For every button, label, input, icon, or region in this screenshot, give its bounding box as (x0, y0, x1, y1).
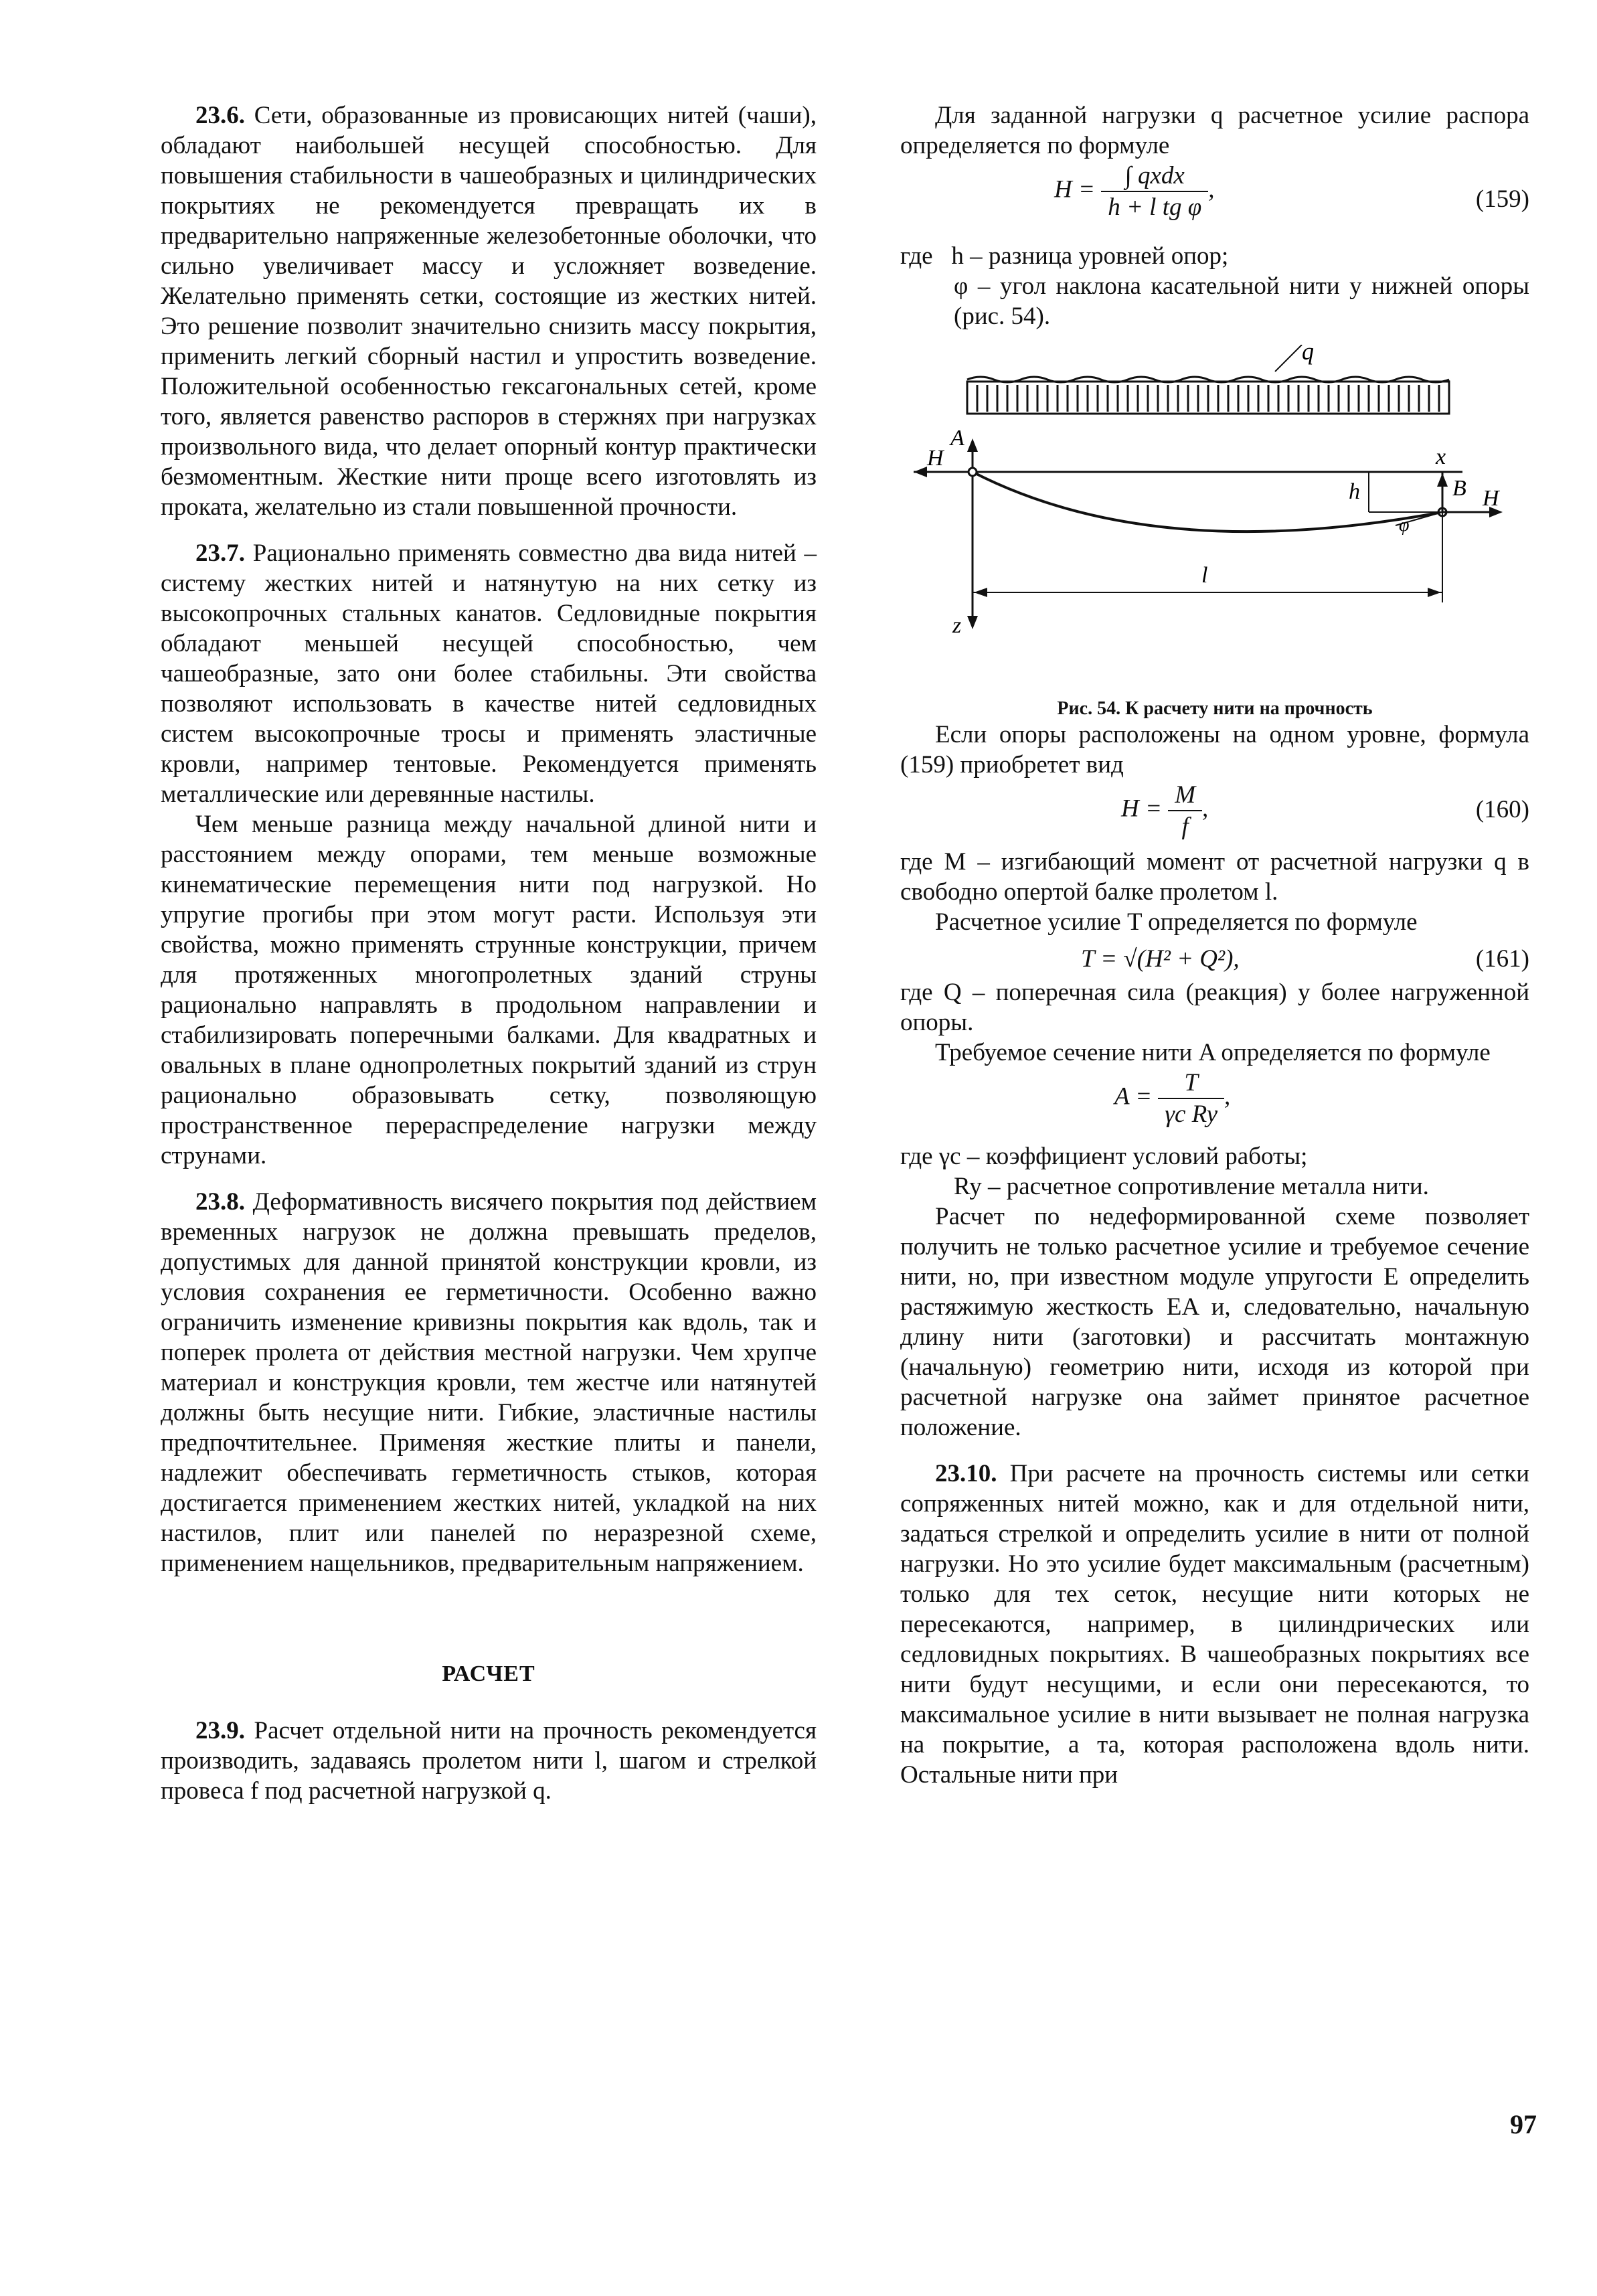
b-arrowhead (1437, 473, 1448, 487)
load-hatching (977, 385, 1439, 412)
equation-number: (161) (1475, 945, 1529, 973)
label-phi: φ (1399, 515, 1410, 536)
right-column (900, 100, 1529, 1790)
paragraph-23-9 (161, 1716, 817, 1806)
paragraph-strings: Чем меньше разница между начальной длиной нити и расстоянием между опорами, тем меньше возможные кинематические перемещения нити под нагрузкой. Но упругие прогибы при этом могут расти. Используя эти свойства, можно применять струнные конструкции, причем для протяженных многопролетных зданий струны рационально направлять в продольном направлении и стабилизировать поперечными балками. Для квадратных и овальных в плане однопролетных покрытий зданий из струн рационально образовывать сетку, позволяющую пространственное перераспределение нагрузки между струнами. (161, 811, 817, 1169)
where-h (900, 241, 1529, 271)
formula-161 (900, 937, 1529, 977)
label-h-left: H (927, 446, 944, 471)
formula-lhs: A = (1114, 1082, 1153, 1111)
section-number: 23.10. (935, 1460, 997, 1487)
formula-numerator: M (1168, 780, 1202, 811)
formula-numerator: ∫ qxdx (1101, 161, 1208, 192)
formula-160: H = $\frac{M}{f}$ , (160) (1121, 781, 1529, 840)
label-a: A (950, 426, 964, 450)
where-q: где Q – поперечная сила (реакция) у более нагруженной опоры. (900, 979, 1529, 1036)
support-a (969, 468, 977, 476)
section-number: 23.8. (195, 1188, 245, 1216)
where-gamma: где γc – коэффициент условий работы; (900, 1143, 1308, 1170)
where-m: где M – изгибающий момент от расчетной нагрузки q в свободно опертой балке пролетом l. (900, 848, 1529, 906)
paragraph-23-10 (900, 1459, 1529, 1790)
paragraph-text: При расчете на прочность системы или сетки сопряженных нитей можно, как и для отдельной нити, задаться стрелкой и определить усилие в нити от полной нагрузки. Но это усилие будет максимальным (расчетным) только для тех сеток, несущие нити которых не пересекаются, например, в цилиндрических или седловидных покрытиях. В чашеобразных покрытиях все нити будут несущими, и если они пересекаются, то максимальное усилие в нити вызывает не полная нагрузка на покрытие, а та, которая расположена вдоль нити. Остальные нити при (900, 1460, 1529, 1789)
formula-numerator: T (1158, 1068, 1224, 1099)
paragraph-text: Расчет отдельной нити на прочность рекомендуется производить, задаваясь пролетом нити l, шагом и стрелкой провеса f под расчетной нагрузкой q. (161, 1717, 817, 1805)
formula-fraction (1158, 1068, 1224, 1129)
section-number: 23.9. (195, 1717, 245, 1744)
where-ry: Ry – расчетное сопротивление металла нити. (954, 1173, 1429, 1200)
a-arrowhead (967, 438, 978, 452)
paragraph-text: Рационально применять совместно два вида нитей – систему жестких нитей и натянутую на них сетку из высокопрочных стальных канатов. Седловидные покрытия обладают меньшей несущей способностью, чем чашеобразные, зато они более стабильны. Эти свойства позволяют использовать в качестве нитей седловидных систем высокопрочные тросы и применять эластичные кровли, например тентовые. Рекомендуется применять металлические или деревянные настилы. (161, 540, 817, 808)
label-x: x (1436, 444, 1446, 469)
equation-number: (160) (1475, 796, 1529, 823)
formula-denominator: f (1181, 813, 1189, 840)
formula-fraction (1168, 780, 1202, 841)
paragraph-equal-supports: Если опоры расположены на одном уровне, формула (159) приобретет вид (900, 721, 1529, 778)
paragraph-23-7 (161, 538, 817, 809)
formula-lhs: H = (1054, 175, 1095, 203)
where-definition: h – разница уровней опор; (951, 242, 1229, 270)
formula-expression: T = √(H² + Q²), (1081, 945, 1240, 973)
paragraph-text: Деформативность висячего покрытия под действием временных нагрузок не должна превышать пределов, допустимых для данной принятой конструкции кровли, из условия сохранения ее герметичности. Особенно важно ограничить изменение кривизны покрытия как вдоль, так и поперек пролета от действия местной нагрузки. Чем хрупче материал и конструкция кровли, тем жестче или натянутей должны быть несущие нити. Гибкие, эластичные настилы предпочтительнее. Применяя жесткие плиты и панели, надлежит обеспечивать герметичность стыков, которая достигается применением жестких нитей, укладкой на них настилов, плит или панелей по неразрезной схеме, применением нащельников, предварительным напряжением. (161, 1188, 817, 1577)
formula-a: A = $\frac{T}{\text{γc Ry}}$ , (1114, 1069, 1231, 1128)
h-left-arrowhead (914, 467, 927, 477)
formula-denominator: h + l tg φ (1108, 193, 1202, 221)
figure-54 (900, 345, 1529, 719)
where-phi: φ – угол наклона касательной нити у нижней опоры (рис. 54). (954, 272, 1529, 330)
paragraph-calc: Расчет по недеформированной схеме позволяет получить не только расчетное усилие и требуемое сечение нити, но, при известном модуле упругости E определить растяжимую жесткость EA и, следовательно, начальную длину нити (заготовки) и рассчитать монтажную (начальную) геометрию нити, исходя из которой при расчетной нагрузке она займет принятое расчетное положение. (900, 1203, 1529, 1441)
l-arrow-left (974, 588, 987, 597)
q-leader (1275, 345, 1302, 372)
cable-diagram (900, 345, 1529, 679)
section-heading: РАСЧЕТ (442, 1661, 535, 1686)
paragraph-23-6 (161, 100, 817, 522)
formula-fraction (1101, 161, 1208, 222)
label-z: z (952, 613, 962, 638)
equation-number: (159) (1475, 185, 1529, 213)
where-word: где (900, 242, 933, 270)
paragraph-t: Расчетное усилие T определяется по формуле (935, 908, 1418, 936)
label-h-right: H (1483, 486, 1499, 511)
cable-curve (973, 472, 1442, 531)
page-number: 97 (1510, 2109, 1537, 2139)
label-h: h (1349, 479, 1360, 504)
section-number: 23.6. (195, 102, 245, 129)
paragraph-text: Сети, образованные из провисающих нитей (чаши), обладают наибольшей несущей способностью. Для повышения стабильности в чашеобразных и цилиндрических покрытиях не рекомендуется превращать их в предварительно напряженные железобетонные оболочки, что сильно увеличивает массу и усложняет возведение. Желательно применять сетки, состоящие из жестких нитей. Это решение позволит значительно снизить массу покрытия, применить легкий сборный настил и упростить возведение. Положительной особенностью гексагональных сетей, кроме того, является равенство распоров в стержнях при нагрузках произвольного вида, что делает опорный контур практически безмоментным. Жесткие нити проще всего изготовлять из проката, желательно из стали повышенной прочности. (161, 102, 817, 521)
figure-caption: Рис. 54. К расчету нити на прочность (1057, 698, 1373, 719)
z-arrowhead (967, 616, 978, 629)
formula-159: H = $\frac{\text{∫ qxdx}}{\text{h + l tg φ}}$ , (159) (1054, 162, 1529, 221)
paragraph-23-8 (161, 1187, 817, 1578)
label-q: q (1302, 345, 1314, 365)
label-l: l (1201, 563, 1208, 588)
paragraph-a: Требуемое сечение нити A определяется по формуле (935, 1039, 1491, 1066)
label-b: B (1452, 476, 1466, 501)
paragraph-intro: Для заданной нагрузки q расчетное усилие распора определяется по формуле (900, 102, 1529, 159)
formula-lhs: H = (1121, 795, 1162, 823)
formula-denominator: γc Ry (1165, 1100, 1218, 1128)
left-column (161, 100, 817, 1806)
section-number: 23.7. (195, 540, 245, 567)
l-arrow-right (1428, 588, 1441, 597)
